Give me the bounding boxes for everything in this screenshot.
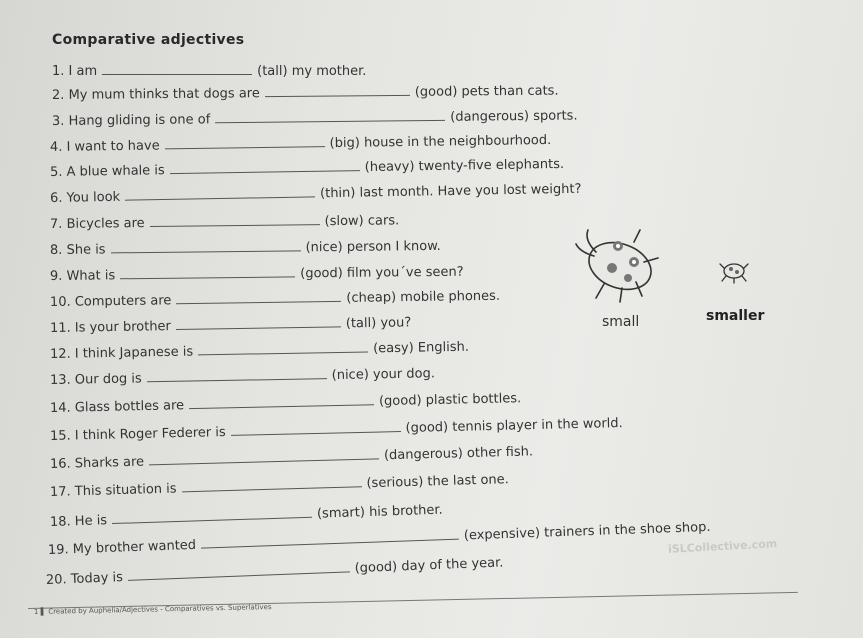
exercise-hint: (good) tennis player in the world. (405, 416, 623, 436)
exercise-prompt: 5. A blue whale is (49, 163, 165, 180)
answer-blank[interactable] (165, 135, 325, 149)
answer-blank[interactable] (149, 447, 379, 465)
answer-blank[interactable] (170, 159, 360, 174)
exercise-hint: (dangerous) other fish. (383, 444, 534, 464)
exercise-hint: (heavy) twenty-five elephants. (364, 156, 565, 176)
exercise-item-8 (50, 238, 441, 258)
exercise-prompt: 20. Today is (45, 570, 124, 588)
exercise-prompt: 1. I am (52, 64, 98, 79)
exercise-prompt: 6. You look (49, 189, 121, 206)
exercise-prompt: 9. What is (49, 268, 116, 284)
ladybug-small-icon (718, 258, 750, 284)
exercise-prompt: 19. My brother wanted (47, 537, 197, 558)
exercise-item-7 (50, 212, 399, 232)
exercise-prompt: 17. This situation is (49, 481, 177, 500)
exercise-prompt: 12. I think Japanese is (49, 344, 194, 362)
exercise-hint: (dangerous) sports. (450, 108, 578, 125)
exercise-hint: (easy) English. (373, 339, 470, 357)
exercise-item-14 (50, 390, 522, 416)
exercise-prompt: 3. Hang gliding is one of (51, 112, 211, 129)
answer-blank[interactable] (112, 506, 312, 524)
ladybug-large-icon (574, 222, 664, 304)
answer-blank[interactable] (189, 393, 374, 409)
exercise-prompt: 10. Computers are (49, 293, 172, 310)
answer-blank[interactable] (102, 63, 252, 75)
exercise-prompt: 13. Our dog is (49, 371, 142, 388)
answer-blank[interactable] (230, 420, 400, 436)
exercise-prompt: 18. He is (49, 513, 108, 530)
answer-blank[interactable] (150, 213, 320, 227)
answer-blank[interactable] (176, 290, 341, 304)
exercise-hint: (nice) person I know. (305, 238, 441, 256)
exercise-item-15 (50, 415, 623, 444)
answer-blank[interactable] (128, 560, 350, 581)
exercise-hint: (big) house in the neighbourhood. (329, 133, 552, 152)
answer-blank[interactable] (125, 185, 315, 200)
exercise-hint: (cheap) mobile phones. (346, 288, 501, 306)
exercise-hint: (good) film you´ve seen? (300, 264, 464, 282)
exercise-item-6 (50, 181, 582, 206)
exercise-prompt: 11. Is your brother (49, 319, 171, 336)
exercise-item-16 (50, 443, 533, 472)
exercise-hint: (good) plastic bottles. (378, 391, 522, 410)
exercise-hint: (tall) my mother. (257, 64, 367, 79)
exercise-hint: (thin) last month. Have you lost weight? (319, 181, 582, 202)
answer-blank[interactable] (265, 84, 410, 97)
exercise-item-1 (52, 63, 366, 79)
exercise-item-2 (52, 83, 559, 103)
worksheet-title: Comparative adjectives (52, 32, 245, 48)
exercise-hint: (nice) your dog. (331, 366, 436, 384)
answer-blank[interactable] (176, 315, 341, 330)
exercise-item-11 (50, 314, 411, 336)
exercise-item-12 (50, 339, 469, 362)
exercise-prompt: 8. She is (49, 242, 106, 258)
answer-blank[interactable] (198, 340, 368, 355)
exercise-prompt: 14. Glass bottles are (49, 398, 185, 416)
watermark: iSLCollective.com (667, 537, 778, 556)
exercise-hint: (slow) cars. (324, 213, 400, 230)
small-label: small (602, 314, 640, 330)
exercise-item-18 (50, 502, 443, 530)
exercise-prompt: 15. I think Roger Federer is (49, 425, 226, 444)
exercise-item-10 (50, 288, 500, 310)
exercise-prompt: 4. I want to have (49, 138, 160, 155)
exercise-hint: (tall) you? (345, 315, 412, 332)
exercise-item-9 (50, 264, 464, 284)
exercise-item-5 (50, 156, 564, 180)
exercise-hint: (serious) the last one. (366, 472, 510, 492)
exercise-item-17 (50, 471, 509, 500)
exercise-item-13 (50, 365, 435, 388)
exercise-item-4 (50, 132, 551, 155)
answer-blank[interactable] (181, 475, 361, 492)
exercise-item-20 (46, 554, 504, 588)
answer-blank[interactable] (215, 109, 445, 123)
exercise-hint: (good) day of the year. (354, 555, 504, 577)
smaller-label: smaller (706, 308, 765, 324)
answer-blank[interactable] (120, 265, 295, 279)
exercise-prompt: 16. Sharks are (49, 454, 145, 472)
answer-blank[interactable] (110, 239, 300, 253)
exercise-hint: (good) pets than cats. (414, 83, 559, 100)
exercise-item-3 (52, 107, 578, 129)
exercise-prompt: 2. My mum thinks that dogs are (51, 86, 260, 103)
exercise-hint: (smart) his brother. (316, 502, 443, 522)
footer-credit: 1 ▌ Created by Auphelia/Adjectives - Comparatives vs. Superlatives (33, 603, 272, 616)
exercise-prompt: 7. Bicycles are (49, 216, 145, 232)
answer-blank[interactable] (147, 367, 327, 382)
exercise-hint: (expensive) trainers in the shoe shop. (463, 519, 711, 544)
answer-blank[interactable] (201, 528, 459, 549)
